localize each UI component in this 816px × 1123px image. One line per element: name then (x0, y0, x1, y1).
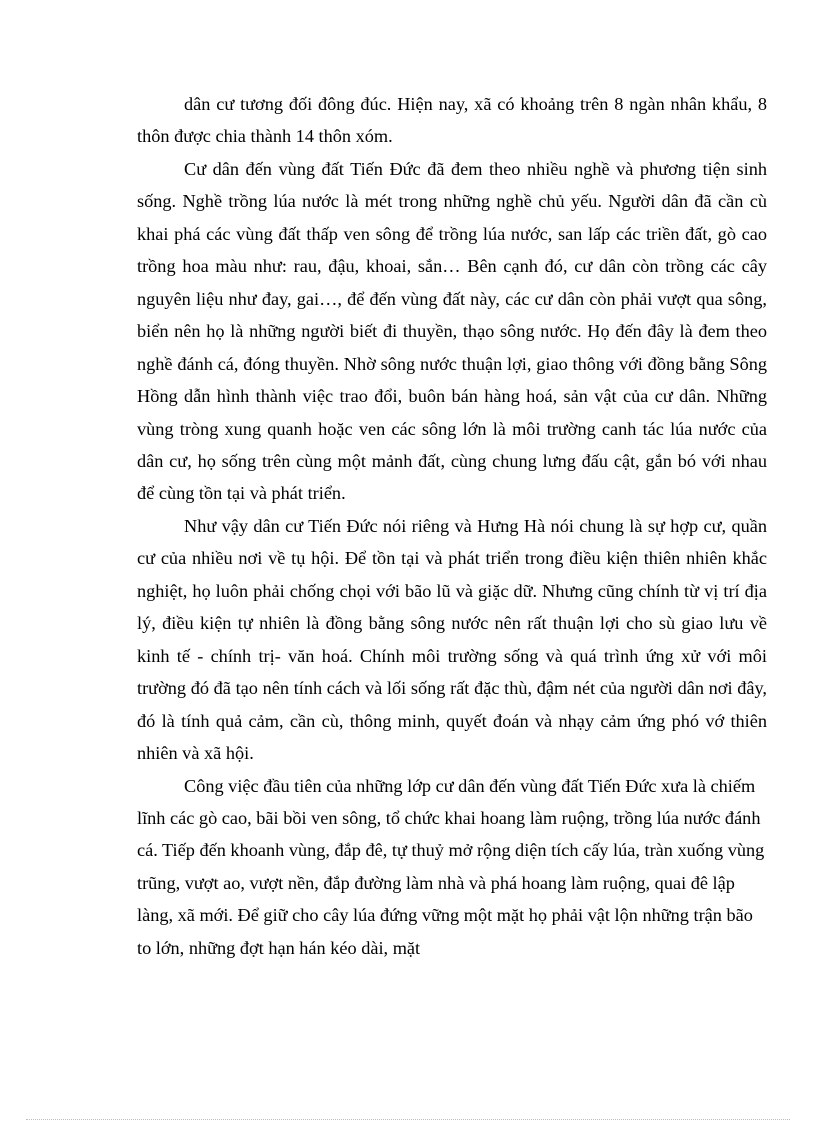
paragraph-2: Cư dân đến vùng đất Tiến Đức đã đem theo nhiều nghề và phương tiện sinh sống. Nghề trồng lúa nước là mét trong những nghề chủ yếu. Người dân đã cần cù khai phá các vùng đất thấp ven sông để trồng lúa nước, san lấp các triền đất, gò cao trồng hoa màu như: rau, đậu, khoai, sắn… Bên cạnh đó, cư dân còn trồng các cây nguyên liệu như đay, gai…, để đến vùng đất này, các cư dân còn phải vượt qua sông, biển nên họ là những người biết đi thuyền, thạo sông nước. Họ đến đây là đem theo nghề đánh cá, đóng thuyền. Nhờ sông nước thuận lợi, giao thông với đồng bằng Sông Hồng dẫn hình thành việc trao đổi, buôn bán hàng hoá, sản vật của cư dân. Những vùng tròng xung quanh hoặc ven các sông lớn là môi trường canh tác lúa nước của dân cư, họ sống trên cùng một mảnh đất, cùng chung lưng đấu cật, gắn bó với nhau để cùng tồn tại và phát triển. (137, 158, 767, 504)
paragraph-1: dân cư tương đối đông đúc. Hiện nay, xã có khoảng trên 8 ngàn nhân khẩu, 8 thôn được chia thành 14 thôn xóm. (137, 94, 767, 147)
paragraph-3: Như vậy dân cư Tiến Đức nói riêng và Hưng Hà nói chung là sự hợp cư, quần cư của nhiều nơi về tụ hội. Để tồn tại và phát triển trong điều kiện thiên nhiên khắc nghiệt, họ luôn phải chống chọi với bão lũ và giặc dữ. Nhưng cũng chính từ vị trí địa lý, điều kiện tự nhiên là đồng bằng sông nước nên rất thuận lợi cho sù giao lưu về kinh tế - chính trị- văn hoá. Chính môi trường sống và quá trình ứng xử với môi trường đó đã tạo nên tính cách và lối sống rất đặc thù, đậm nét của người dân nơi đây, đó là tính quả cảm, cần cù, thông minh, quyết đoán và nhạy cảm ứng phó vớ thiên nhiên và xã hội. (137, 515, 767, 764)
paragraph-4: Công việc đầu tiên của những lớp cư dân đến vùng đất Tiến Đức xưa là chiếm lĩnh các gò cao, bãi bồi ven sông, tổ chức khai hoang làm ruộng, trồng lúa nước đánh cá. Tiếp đến khoanh vùng, đắp đê, tự thuỷ mở rộng diện tích cấy lúa, tràn xuống vùng trũng, vượt ao, vượt nền, đắp đường làm nhà và phá hoang làm ruộng, quai đê lập làng, xã mới. Để giữ cho cây lúa đứng vững một mặt họ phải vật lộn những trận bão to lớn, những đợt hạn hán kéo dài, mặt (137, 775, 765, 958)
page-bottom-divider (26, 1119, 790, 1120)
body-text (137, 88, 767, 964)
